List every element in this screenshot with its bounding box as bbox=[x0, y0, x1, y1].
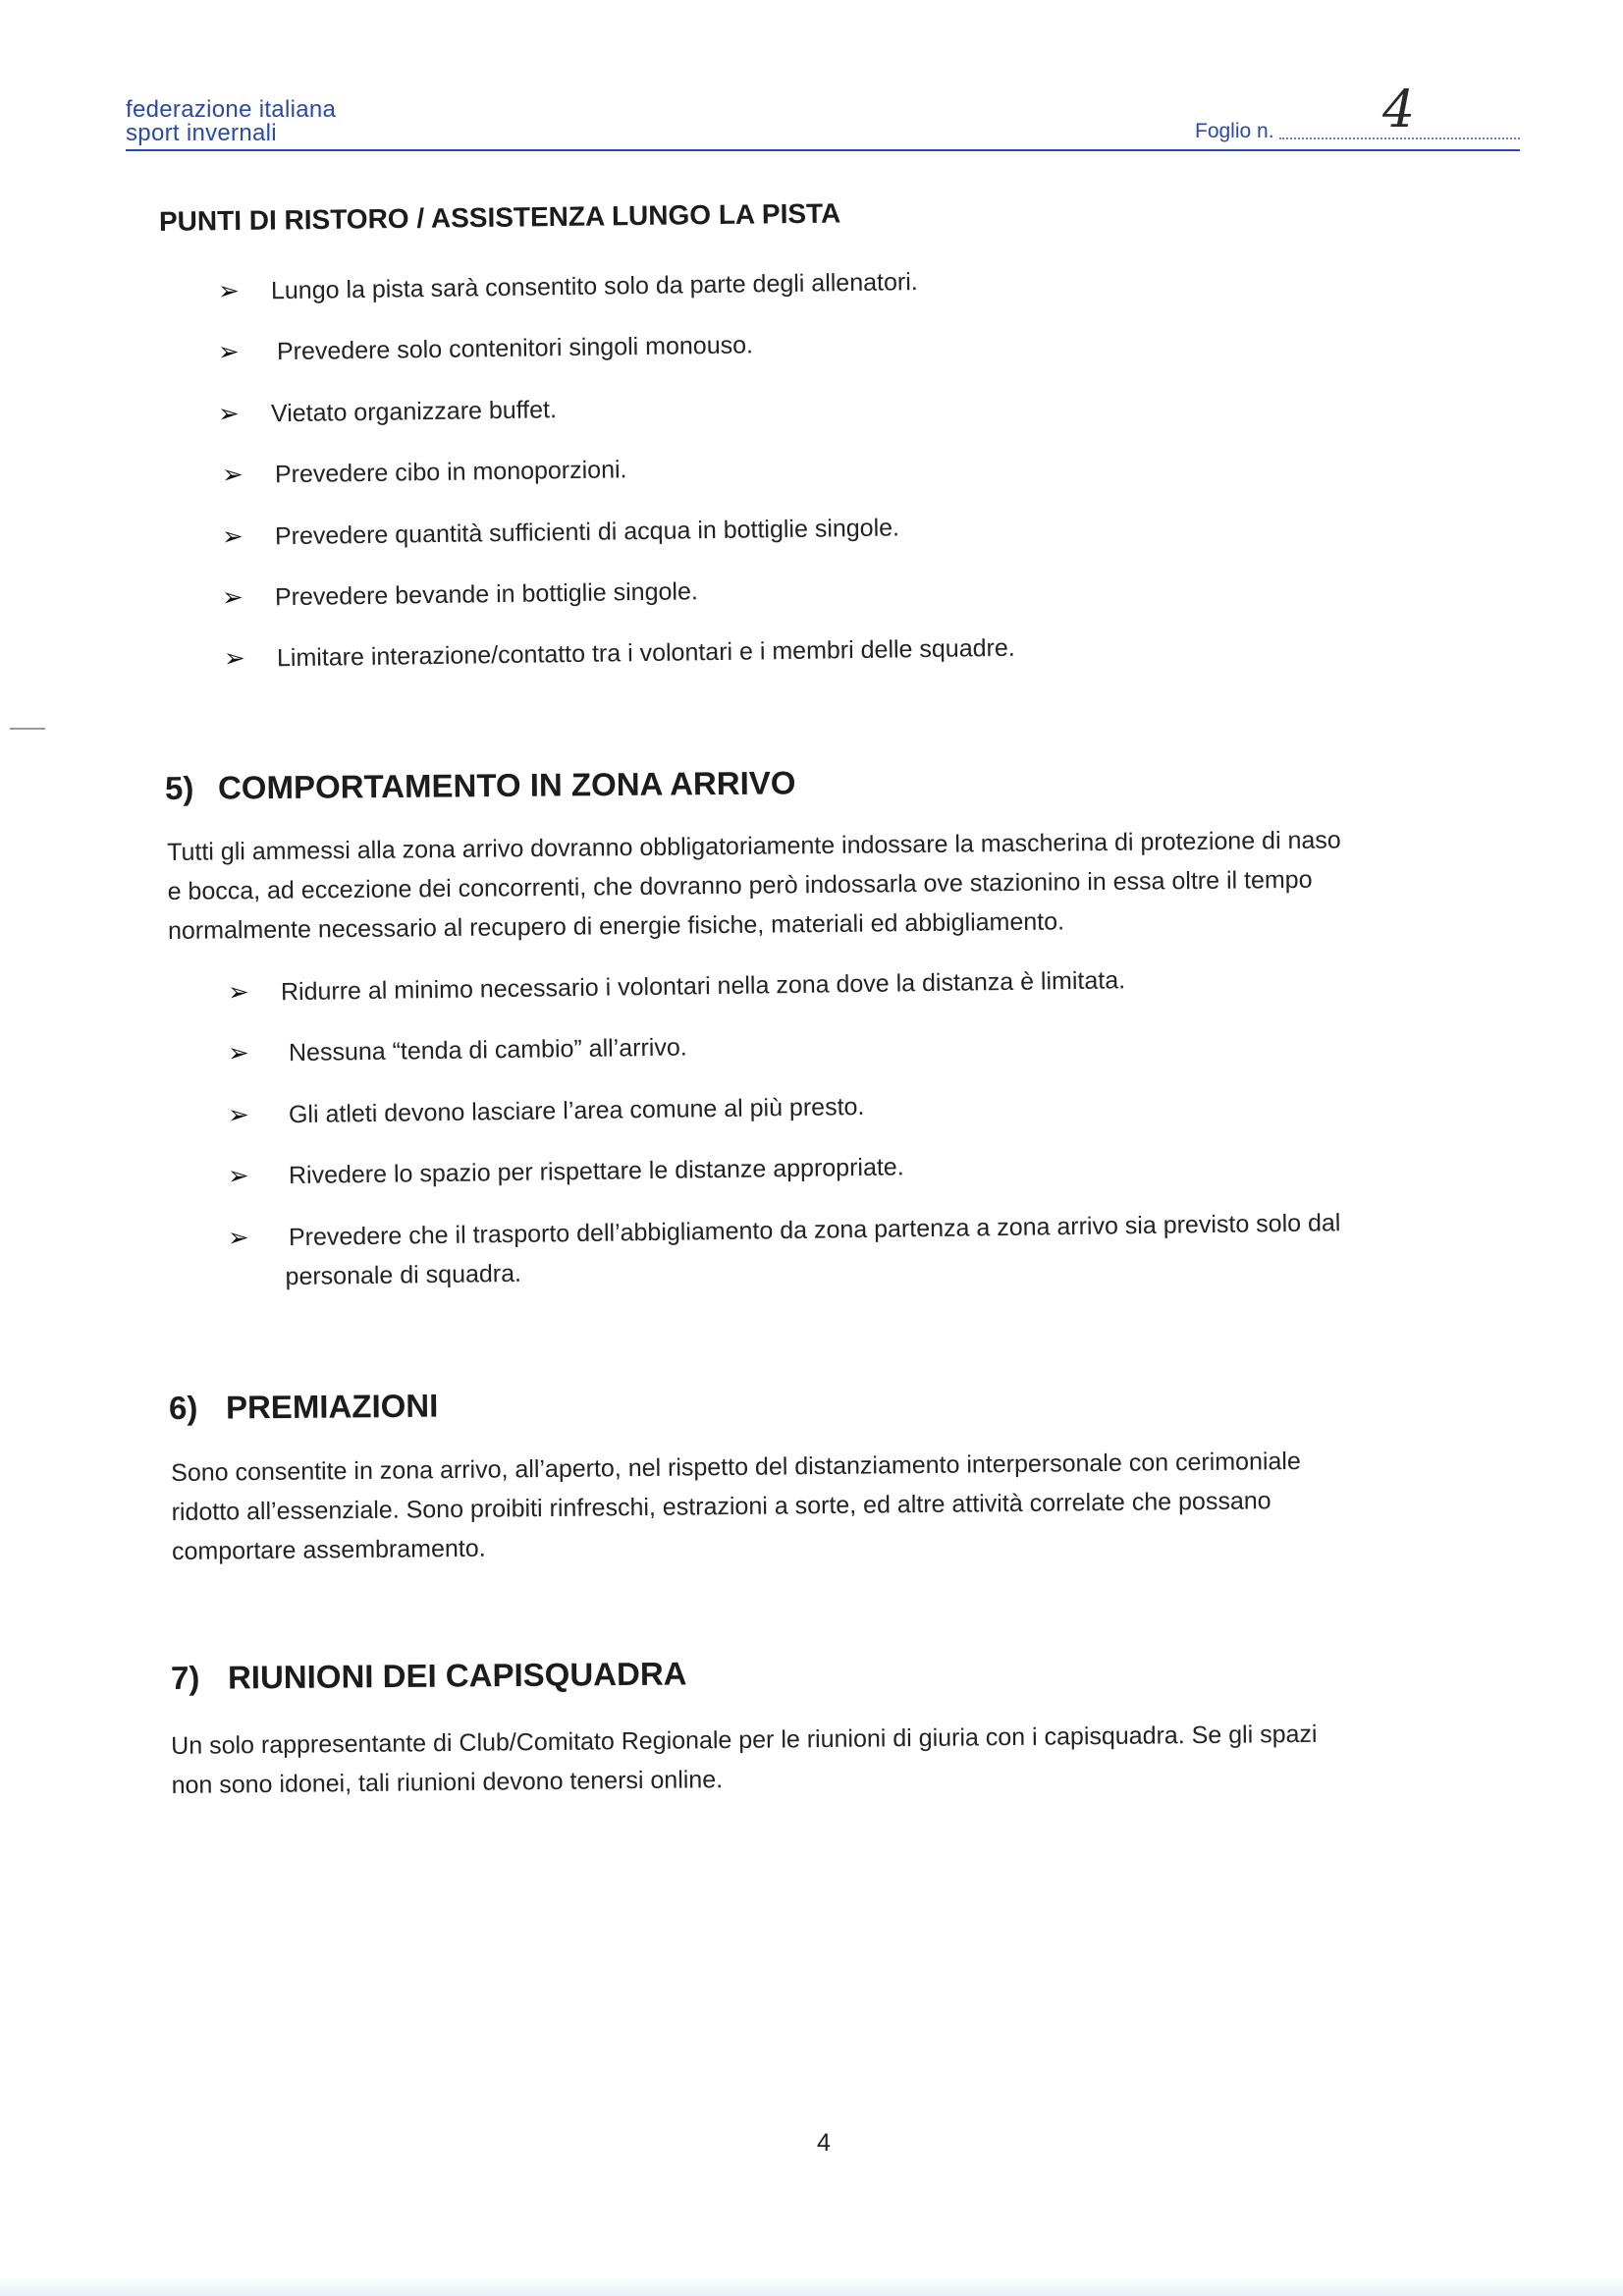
paragraph-line: Un solo rappresentante di Club/Comitato Regionale per le riunioni di giuria con i capisquadra. Se gli spazi bbox=[171, 1720, 1318, 1760]
list-item bbox=[228, 1151, 904, 1191]
list-item-text: Prevedere che il trasporto dell’abbigliamento da zona partenza a zona arrivo sia previsto solo dal bbox=[288, 1209, 1341, 1252]
list-item bbox=[218, 329, 753, 367]
arrowhead-bullet-icon: ➢ bbox=[227, 1037, 249, 1067]
arrowhead-bullet-icon: ➢ bbox=[227, 1160, 249, 1190]
list-item bbox=[222, 575, 698, 613]
paragraph-section6 bbox=[171, 1439, 1537, 1571]
list-item-text: Lungo la pista sarà consentito solo da parte degli allenatori. bbox=[270, 268, 918, 305]
list-item bbox=[218, 266, 918, 306]
arrowhead-bullet-icon: ➢ bbox=[221, 581, 243, 612]
paragraph-line: Tutti gli ammessi alla zona arrivo dovranno obbligatoriamente indossare la mascherina di protezione di naso bbox=[167, 826, 1341, 866]
list-item-text: Nessuna “tenda di cambio” all’arrivo. bbox=[288, 1033, 687, 1067]
arrowhead-bullet-icon: ➢ bbox=[227, 1222, 249, 1252]
arrowhead-bullet-icon: ➢ bbox=[227, 976, 249, 1007]
sheet-label: Foglio n. bbox=[1195, 120, 1274, 142]
paragraph-line: non sono idonei, tali riunioni devono tenersi online. bbox=[171, 1766, 724, 1799]
section-number: 6) bbox=[168, 1389, 198, 1426]
list-item-text: Limitare interazione/contatto tra i volontari e i membri delle squadre. bbox=[276, 633, 1015, 673]
page-number: 4 bbox=[817, 2129, 831, 2157]
list-item bbox=[228, 964, 1126, 1008]
arrowhead-bullet-icon: ➢ bbox=[221, 520, 243, 551]
arrowhead-bullet-icon: ➢ bbox=[223, 642, 245, 673]
list-item bbox=[222, 454, 627, 490]
arrowhead-bullet-icon: ➢ bbox=[217, 275, 240, 305]
section-title-ristoro: PUNTI DI RISTORO / ASSISTENZA LUNGO LA PISTA bbox=[158, 197, 841, 237]
list-item bbox=[222, 512, 899, 552]
paragraph-line: normalmente necessario al recupero di energie fisiche, materiali ed abbigliamento. bbox=[167, 907, 1065, 945]
section-number: 5) bbox=[164, 769, 194, 806]
paragraph-line: e bocca, ad eccezione dei concorrenti, che dovranno però indossarla ove stazionino in essa oltre il tempo bbox=[167, 865, 1313, 905]
paragraph-line: Sono consentite in zona arrivo, all’aperto, nel rispetto del distanziamento interpersonale con cerimoniale bbox=[171, 1447, 1301, 1487]
list-item-text: Ridurre al minimo necessario i volontari nella zona dove la distanza è limitata. bbox=[280, 966, 1126, 1007]
section-title: COMPORTAMENTO IN ZONA ARRIVO bbox=[217, 764, 796, 806]
section-heading-7 bbox=[171, 1655, 687, 1697]
list-item-text: Gli atleti devono lasciare l’area comune al più presto. bbox=[288, 1092, 865, 1129]
list-item bbox=[228, 1091, 865, 1130]
section-heading-5 bbox=[165, 764, 796, 807]
list-item-text: Prevedere quantità sufficienti di acqua in bottiglie singole. bbox=[274, 514, 900, 551]
paragraph-section5 bbox=[167, 818, 1533, 951]
list-item-continuation: personale di squadra. bbox=[285, 1259, 522, 1291]
organization-name-line2: sport invernali bbox=[126, 120, 277, 146]
scan-bottom-edge bbox=[0, 2276, 1623, 2296]
list-item bbox=[224, 632, 1015, 674]
header-divider bbox=[126, 149, 1520, 151]
arrowhead-bullet-icon: ➢ bbox=[217, 398, 240, 428]
margin-mark bbox=[10, 728, 45, 730]
arrowhead-bullet-icon: ➢ bbox=[221, 459, 243, 489]
sheet-number-handwritten: 4 bbox=[1382, 81, 1416, 139]
paragraph-line: ridotto all’essenziale. Sono proibiti rinfreschi, estrazioni a sorte, ed altre attività correlate che possano bbox=[171, 1487, 1271, 1526]
list-item bbox=[227, 1207, 1341, 1291]
list-item-text: Prevedere bevande in bottiglie singole. bbox=[274, 577, 699, 612]
organization-name-line1: federazione italiana bbox=[126, 96, 337, 123]
arrowhead-bullet-icon: ➢ bbox=[217, 336, 240, 366]
section-heading-6 bbox=[169, 1388, 439, 1427]
document-header bbox=[126, 81, 1520, 153]
list-item-text: Prevedere cibo in monoporzioni. bbox=[274, 456, 627, 489]
list-item bbox=[218, 394, 557, 429]
paragraph-line: comportare assembramento. bbox=[171, 1534, 486, 1565]
list-item-text: Rivedere lo spazio per rispettare le distanze appropriate. bbox=[288, 1153, 904, 1190]
section-title: PREMIAZIONI bbox=[225, 1387, 439, 1426]
list-item-text: Prevedere solo contenitori singoli monouso. bbox=[276, 331, 754, 366]
list-item bbox=[228, 1031, 687, 1068]
arrowhead-bullet-icon: ➢ bbox=[227, 1099, 249, 1129]
list-item-text: Vietato organizzare buffet. bbox=[270, 396, 558, 428]
section-title: RIUNIONI DEI CAPISQUADRA bbox=[227, 1655, 687, 1696]
section-number: 7) bbox=[170, 1659, 200, 1696]
paragraph-section7 bbox=[171, 1712, 1537, 1805]
